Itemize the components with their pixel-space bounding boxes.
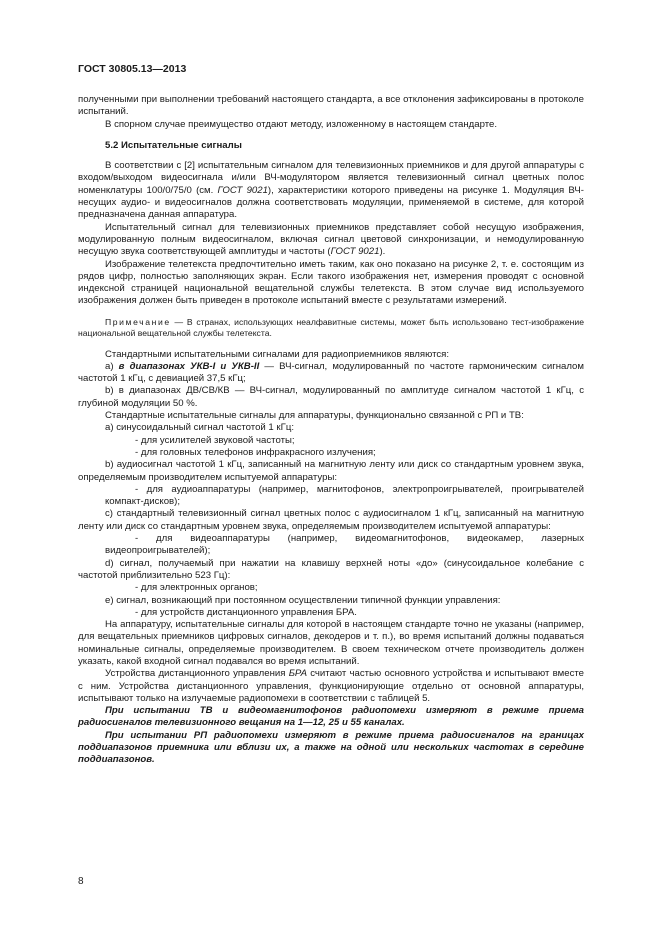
list-item — [78, 361, 584, 386]
sub-list-item — [78, 533, 584, 558]
paragraph: Изображение телетекста предпочтительно иметь таким, как оно показано на рисунке 2, т. е. состоящим из рядов цифр, полностью заполняющих экран. Если такого изображения нет, измерения проводят с основной индексной страницей национальной вещательной службы телетекста. В этом случае вид используемого изображения должен быть приведен в протоколе испытаний вместе с результатами измерений. — [78, 258, 584, 307]
text-run: - для видеоаппаратуры (например, видеомагнитофонов, видеокамер, лазерных видеопроигрывателей); — [105, 533, 584, 557]
text-run: ), характеристики которого приведены на рисунке 1. Модуляция ВЧ-несущих аудио- и видеосигналов должна соответствовать модуляции, применяемой в системе, для которой предназначена данная аппаратура. — [78, 184, 584, 221]
list-item: c) стандартный телевизионный сигнал цветных полос с аудиосигналом 1 кГц, записанный на магнитную ленту или диск со стандартным уровнем звука, определяемым производителем испытуемой аппаратуры: — [78, 508, 584, 532]
text-run: ). — [379, 246, 386, 258]
text-run: Устройства дистанционного управления — [105, 668, 289, 680]
paragraph: На аппаратуру, испытательные сигналы для которой в настоящем стандарте точно не указаны (например, для вещательных приемников цифровых сигналов, декодеров и т. п.), во время испытаний должны подаваться номинальные сигналы, определяемые производителем. В своем техническом отчете производитель должен указать, какой входной сигнал подавался во время испытаний. — [78, 619, 584, 667]
sub-list-item: - для устройств дистанционного управления БРА. — [135, 606, 357, 618]
note-text: — В странах, использующих неалфавитные системы, может быть использовано тест-изображение национальной вещательной службы телетекста. — [78, 316, 584, 339]
document-header: ГОСТ 30805.13—2013 — [78, 63, 187, 75]
sub-list-item: - для головных телефонов инфракрасного излучения; — [135, 446, 376, 458]
text-run: а) — [105, 360, 119, 372]
paragraph: Стандартными испытательными сигналами для радиоприемников являются: — [105, 348, 450, 360]
note-label: Примечание — [105, 316, 171, 327]
standard-reference: ГОСТ 9021 — [217, 184, 268, 196]
section-title: 5.2 Испытательные сигналы — [105, 139, 242, 151]
paragraph: При испытании РП радиопомехи измеряют в режиме приема радиосигналов на границах поддиапазонов приемника или вблизи их, а также на одной или нескольких частотах в середине поддиапазонов. — [78, 729, 584, 766]
text-run: считают частью основного устройства и испытывают вместе с ним. Устройства дистанционного управления, функционирующие отдельно от основной аппаратуры, испытывают только на излучаемые радиопомехи в соответствии с таблицей 5. — [78, 668, 584, 704]
paragraph — [78, 222, 584, 259]
list-item: b) аудиосигнал частотой 1 кГц, записанный на магнитную ленту или диск со стандартным уровнем звука, определяемым производителем испытуемой аппаратуры: — [78, 459, 584, 483]
text-run: Испытательный сигнал для телевизионных приемников представляет собой несущую изображения, модулированную полным видеосигналом, включая сигнал цветовой синхронизации, и немодулированную несущую звука соответствующей амплитуды и частоты ( — [78, 221, 584, 258]
document-body — [78, 94, 584, 767]
emphasis: БРА — [288, 668, 307, 680]
list-item: e) сигнал, возникающий при постоянном осуществлении типичной функции управления: — [105, 594, 501, 606]
list-item: b) в диапазонах ДВ/СВ/КВ — ВЧ-сигнал, модулированный по амплитуде сигналом частотой 1 кГц, с глубиной модуляции 50 %. — [78, 385, 584, 409]
sub-list-item: - для электронных органов; — [135, 582, 258, 594]
paragraph: При испытании ТВ и видеомагнитофонов радиопомехи измеряют в режиме приема радиосигналов телевизионного вещания на 1—12, 25 и 55 каналах. — [78, 705, 584, 729]
note — [78, 317, 584, 340]
page-number: 8 — [78, 876, 84, 887]
paragraph — [78, 668, 584, 705]
standard-reference: ГОСТ 9021 — [330, 246, 380, 258]
sub-list-item: - для усилителей звуковой частоты; — [135, 434, 295, 446]
list-item: d) сигнал, получаемый при нажатии на клавишу верхней ноты «до» (синусоидальное колебание с частотой приблизительно 523 Гц): — [78, 557, 584, 581]
sub-list-item — [78, 484, 584, 509]
paragraph — [78, 160, 584, 221]
list-item: а) синусоидальный сигнал частотой 1 кГц: — [105, 422, 294, 434]
paragraph: Стандартные испытательные сигналы для аппаратуры, функционально связанной с РП и ТВ: — [105, 410, 524, 422]
emphasis: в диапазонах УКВ-I и УКВ-II — [118, 360, 260, 372]
text-run: - для аудиоаппаратуры (например, магнитофонов, электропроигрывателей, проигрывателей компакт-дисков); — [105, 483, 584, 508]
text-run: — ВЧ-сигнал, модулированный по частоте гармоническим сигналом частотой 1 кГц, с девиацией 37,5 кГц; — [78, 360, 584, 385]
paragraph: полученными при выполнении требований настоящего стандарта, а все отклонения зафиксированы в протоколе испытаний. — [78, 94, 584, 118]
text-run: В соответствии с [2] испытательным сигналом для телевизионных приемников и для другой аппаратуры с входом/выходом видеосигнала и/или ВЧ-модулятором является телевизионный сигнал цветных полос номенклатуры 100/0/75/0 (см. — [78, 160, 584, 196]
paragraph: В спорном случае преимущество отдают методу, изложенному в настоящем стандарте. — [105, 118, 498, 130]
